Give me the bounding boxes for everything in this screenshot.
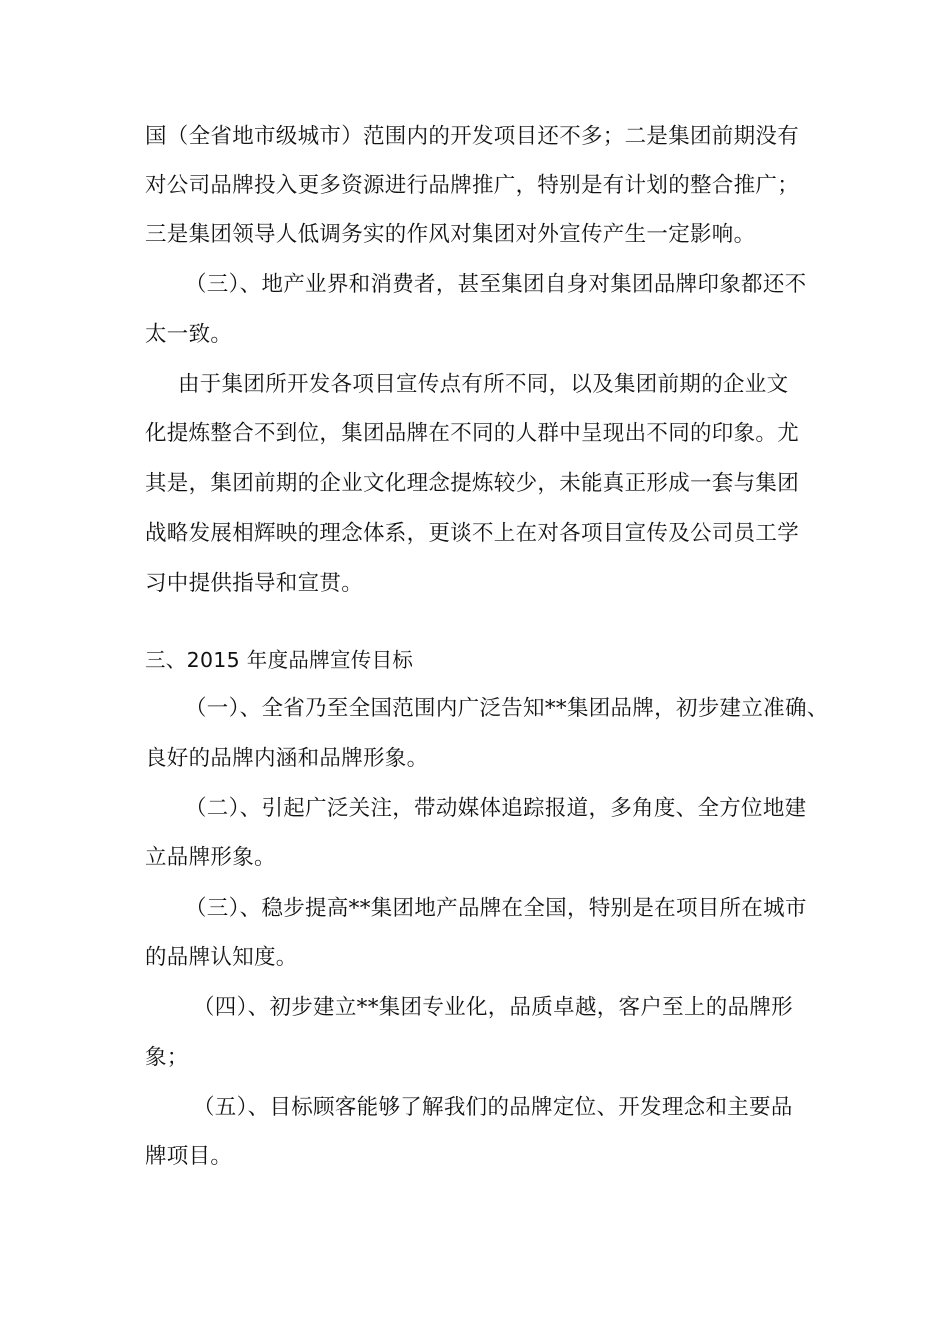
paragraph-line: 牌项目。 xyxy=(145,1144,233,1169)
paragraph-line: 的品牌认知度。 xyxy=(145,945,298,970)
paragraph-line: 其是，集团前期的企业文化理念提炼较少，未能真正形成一套与集团 xyxy=(145,471,800,496)
paragraph-line: 国（全省地市级城市）范围内的开发项目还不多；二是集团前期没有 xyxy=(145,124,800,149)
paragraph-line: 化提炼整合不到位，集团品牌在不同的人群中呈现出不同的印象。尤 xyxy=(145,421,800,446)
paragraph-line: 太一致。 xyxy=(145,322,233,347)
paragraph-line: （四）、初步建立**集团专业化，品质卓越，客户至上的品牌形 xyxy=(193,995,793,1020)
paragraph-line: （三）、地产业界和消费者，甚至集团自身对集团品牌印象都还不 xyxy=(185,272,807,297)
paragraph-line: 三是集团领导人低调务实的作风对集团对外宣传产生一定影响。 xyxy=(145,222,756,247)
paragraph-line: 对公司品牌投入更多资源进行品牌推广，特别是有计划的整合推广； xyxy=(145,173,800,198)
paragraph-line: 战略发展相辉映的理念体系，更谈不上在对各项目宣传及公司员工学 xyxy=(145,521,800,546)
paragraph-line: 习中提供指导和宣贯。 xyxy=(145,571,364,596)
paragraph-line: 良好的品牌内涵和品牌形象。 xyxy=(145,746,429,771)
paragraph-line: （一）、全省乃至全国范围内广泛告知**集团品牌，初步建立准确、 xyxy=(185,696,829,721)
paragraph-line: 立品牌形象。 xyxy=(145,845,276,870)
paragraph-line: （三）、稳步提高**集团地产品牌在全国，特别是在项目所在城市 xyxy=(185,896,807,921)
paragraph-line: （二）、引起广泛关注，带动媒体追踪报道，多角度、全方位地建 xyxy=(185,796,807,821)
paragraph-line: （五）、目标顾客能够了解我们的品牌定位、开发理念和主要品 xyxy=(193,1095,793,1120)
paragraph-line: 象； xyxy=(145,1045,189,1070)
paragraph-line: 由于集团所开发各项目宣传点有所不同，以及集团前期的企业文 xyxy=(178,372,789,397)
section-heading: 三、2015 年度品牌宣传目标 xyxy=(145,648,414,672)
